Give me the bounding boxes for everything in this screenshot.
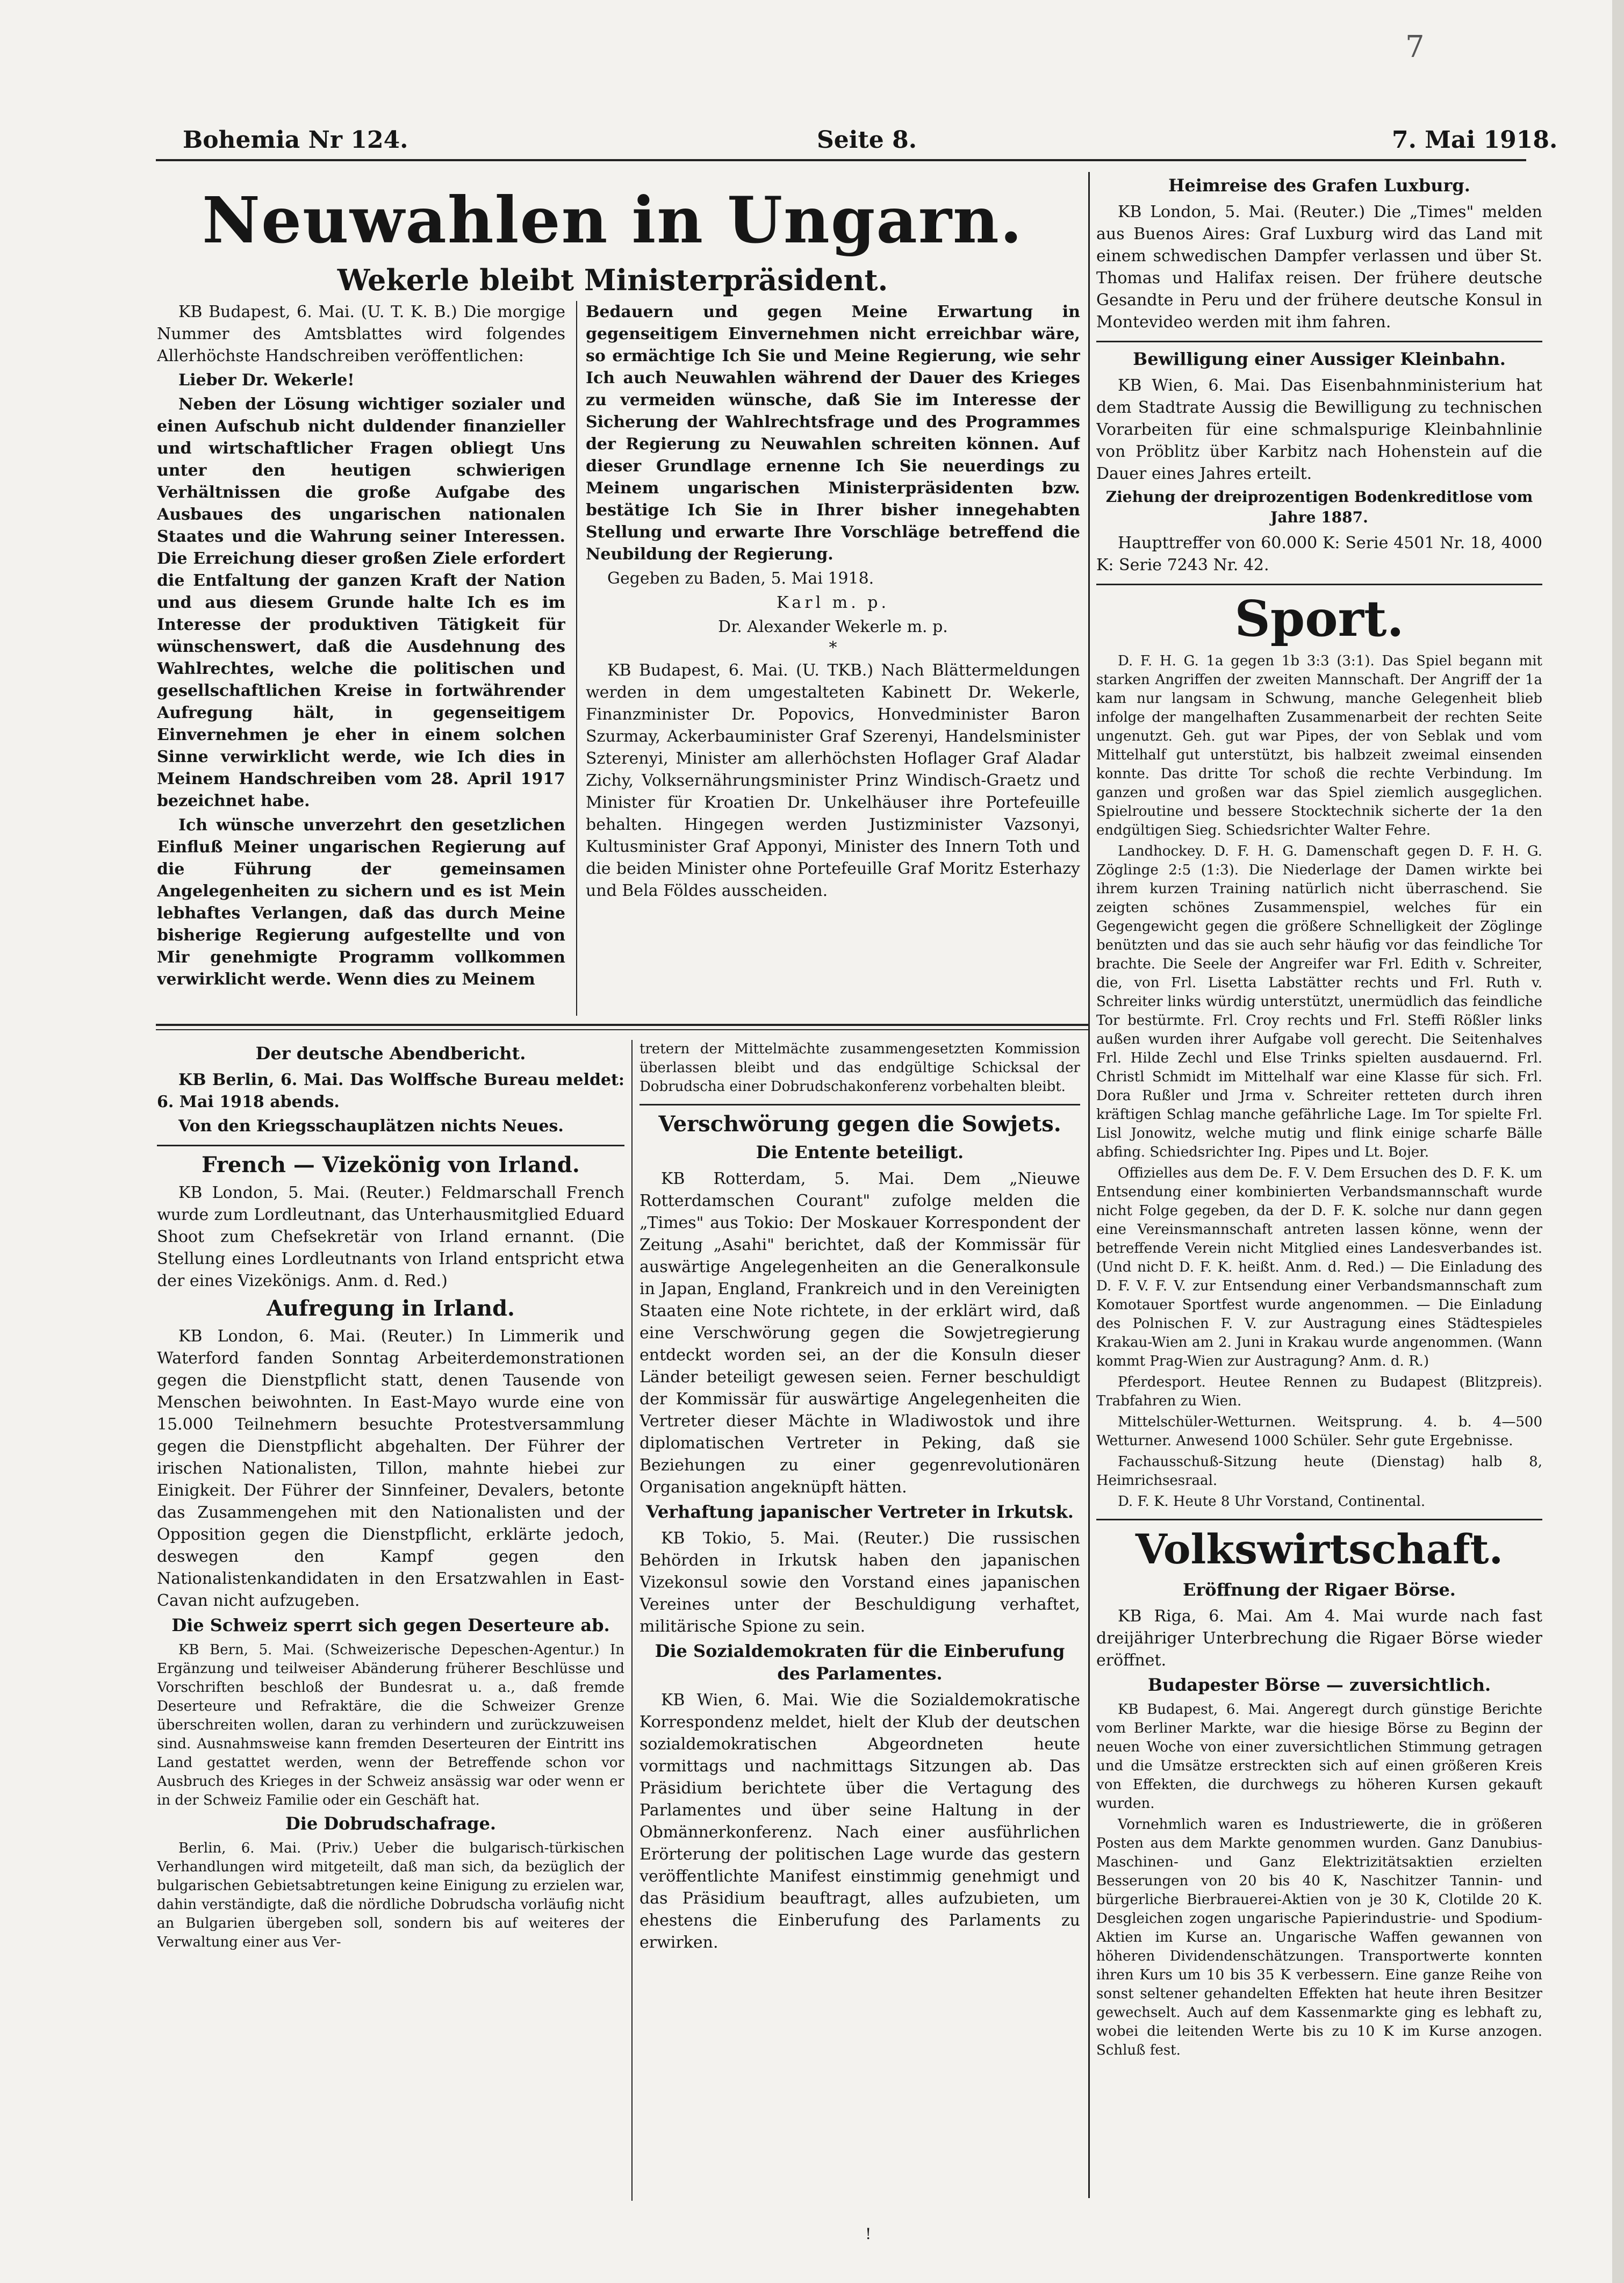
budapest-heading: Budapester Börse — zuversichtlich. bbox=[1147, 1675, 1491, 1695]
lead-column-2 bbox=[586, 301, 1080, 1016]
page-edge bbox=[1612, 0, 1624, 2283]
lead-bottom-rule-2 bbox=[156, 1029, 1088, 1030]
lower-column-divider bbox=[631, 1040, 633, 2201]
lead-column-1 bbox=[157, 301, 565, 1016]
dobrudja-continued: tretern der Mittelmächte zusammengesetzten Kommission überlassen bleibt und das endgültige Schicksal der Dobrudscha einer Dobrudschakonferenz vorbehalten bleibt. bbox=[639, 1041, 1080, 1095]
sport-horse: Pferdesport. Heutee Rennen zu Budapest (Blitzpreis). Trabfahren zu Wien. bbox=[1096, 1374, 1542, 1409]
french-text: KB London, 5. Mai. (Reuter.) Feldmarschall French wurde zum Lordleutnant, das Unterhausmitglied Eduard Shoot zum Chefsekretär von Irland ernannt. (Die Stellung eines Lordleutnants von Irland entspricht etwa der eines Vizekönigs. Anm. d. Red.) bbox=[157, 1183, 624, 1290]
right-column-divider bbox=[1088, 172, 1090, 2198]
luxburg-text: KB London, 5. Mai. (Reuter.) Die „Times" melden aus Buenos Aires: Graf Luxburg wird das Land mit einem schwedischen Dampfer verlassen und über St. Thomas und Halifax reisen. Der frühere deutsche Gesandte in Peru und der frühere deutsche Konsul in Montevideo werden mit ihm fahren. bbox=[1096, 203, 1542, 332]
aussig-heading: Bewilligung einer Aussiger Kleinbahn. bbox=[1133, 349, 1506, 369]
socialdemocrats-heading: Die Sozialdemokraten für die Einberufung des Parlamentes. bbox=[655, 1641, 1065, 1684]
right-column bbox=[1096, 172, 1542, 2203]
lead-subtitle: Wekerle bleibt Ministerpräsident. bbox=[337, 263, 888, 297]
irkutsk-text: KB Tokio, 5. Mai. (Reuter.) Die russischen Behörden in Irkutsk haben den japanischen Vizekonsul sowie den Vorstand eines japanischen Vereines unter der Beschuldigung verhaftet, militärische Spione zu sein. bbox=[639, 1529, 1080, 1636]
riga-text: KB Riga, 6. Mai. Am 4. Mai wurde nach fast dreijähriger Unterbrechung die Rigaer Börse wieder eröffnet. bbox=[1096, 1607, 1542, 1670]
sport-committee: Fachausschuß-Sitzung heute (Dienstag) halb 8, Heimrichsesraal. bbox=[1096, 1454, 1542, 1489]
socialdemocrats-text: KB Wien, 6. Mai. Wie die Sozialdemokratische Korrespondenz meldet, hielt der Klub der deutschen sozialdemokratischen Abgeordneten heute vormittags und nachmittags Sitzungen ab. Das Präsidium berichtete über die Vertagung des Parlamentes und über seine Haltung in der Obmännerkonferenz. Nach einer ausführlichen Erörterung der politischen Lage wurde das gestern veröffentlichte Manifest einstimmig genehmigt und das Präsidium beauftragt, alles aufzubieten, um ehestens die Einberufung des Parlaments zu erwirken. bbox=[639, 1691, 1080, 1952]
footer-mark: ! bbox=[865, 2225, 872, 2243]
sowjet-heading: Verschwörung gegen die Sowjets. bbox=[658, 1111, 1061, 1137]
irkutsk-heading: Verhaftung japanischer Vertreter in Irkutsk. bbox=[646, 1502, 1074, 1522]
lottery-heading: Ziehung der dreiprozentigen Bodenkreditlose vom Jahre 1887. bbox=[1105, 488, 1533, 526]
lead-dated: Gegeben zu Baden, 5. Mai 1918. bbox=[607, 569, 874, 588]
switzerland-heading: Die Schweiz sperrt sich gegen Deserteure ab. bbox=[171, 1615, 610, 1635]
lead-column-divider bbox=[576, 301, 577, 1016]
lead-title: Neuwahlen in Ungarn. bbox=[202, 183, 1023, 257]
corner-page-number: 7 bbox=[1405, 30, 1425, 64]
lead-separator-star: * bbox=[829, 638, 837, 657]
evening-report-heading: Der deutsche Abendbericht. bbox=[255, 1043, 526, 1064]
sport-hockey-2: Landhockey. D. F. H. G. Damenschaft gegen D. F. H. G. Zöglinge 2:5 (1:3). Die Niederlage der Damen wirkte bei ihrem kurzen Training natürlich nicht überraschend. Sie zeigten schönes Zusammenspiel, welches für ein Gegengewicht gegen die größere Schnelligkeit der Zöglinge benützten und das sie auch sehr häufig vor das feindliche Tor brachte. Die Seele der Angreifer war Frl. Edith v. Schreiter, die, von Frl. Lisetta Labstätter rechts und Frl. Ruth v. Schreiter links würdig unterstützt, unermüdlich das feindliche Tor bestürmte. Frl. Croy rechts und Frl. Steffi Rößler links außen wurden ihrer Aufgabe voll gerecht. Die Seitenhalves Frl. Hilde Zechl und Else Trinks spielten ausdauernd. Frl. Christl Schmidt im Mittelhalf war eine Klasse für sich. Frl. Dora Rußler und Jrma v. Schreiter retteten durch ihren kräftigen Schlag manche gefährliche Lage. Im Tor spielte Frl. Lisl Jonowitz, welche mutig und flink einige scharfe Bälle abfing. Schiedsrichter Ing. Pipes und Lt. Bojer. bbox=[1096, 843, 1542, 1160]
economy-title: Volkswirtschaft. bbox=[1135, 1525, 1504, 1573]
aussig-text: KB Wien, 6. Mai. Das Eisenbahnministerium hat dem Stadtrate Aussig die Bewilligung zu technischen Vorarbeiten für eine schmalspurige Kleinbahnlinie von Pröblitz über Karbitz nach Hohenstein auf die Dauer eines Jahres erteilt. bbox=[1096, 376, 1542, 483]
lead-paragraph-2: Ich wünsche unverzehrt den gesetzlichen Einfluß Meiner ungarischen Regierung auf die Führung der gemeinsamen Angelegenheiten zu sichern und es ist Mein lebhaftes Verlangen, daß das durch Meine bisherige Regierung aufgestellte und von Mir genehmigte Programm vollkommen verwirklicht werde. Wenn dies zu Meinem bbox=[157, 816, 565, 989]
rule bbox=[157, 1145, 624, 1146]
sport-school: Mittelschüler-Wetturnen. Weitsprung. 4. b. 4—500 Wetturner. Anwesend 1000 Schüler. Sehr gute Ergebnisse. bbox=[1096, 1414, 1542, 1449]
sport-dfk: D. F. K. Heute 8 Uhr Vorstand, Continental. bbox=[1118, 1494, 1426, 1510]
lead-intro: KB Budapest, 6. Mai. (U. T. K. B.) Die morgige Nummer des Amtsblattes wird folgendes Allerhöchste Handschreiben veröffentlichen: bbox=[157, 303, 565, 365]
sowjet-subheading: Die Entente beteiligt. bbox=[756, 1142, 964, 1162]
ireland-text: KB London, 6. Mai. (Reuter.) In Limmerik und Waterford fanden Sonntag Arbeiterdemonstrationen gegen die Dienstpflicht statt, denen Tausende von Menschen beiwohnten. In East-Mayo wurde eine von 15.000 Teilnehmern besuchte Protestversammlung gegen die Dienstpflicht abgehalten. Der Führer der irischen Nationalisten, Tillon, mahnte hiebei zur Einigkeit. Der Führer der Sinnfeiner, Devalers, betonte das Zusammengehen mit den Nationalisten und der Opposition gegen die Dienstpflicht, erklärte jedoch, deswegen den Kampf gegen den Nationalistenkandidaten in den Ersatzwahlen in East-Cavan nicht aufzugeben. bbox=[157, 1327, 624, 1610]
page-header bbox=[183, 126, 1558, 159]
sport-title: Sport. bbox=[1234, 590, 1404, 648]
budapest-text-2: Vornehmlich waren es Industriewerte, die in größeren Posten aus dem Markte genommen wurden. Ganz Danubius-Maschinen- und Ganz Elektrizitätsaktien erzielten Besserungen von 20 bis 40 K, Naschitzer Tannin- und bürgerliche Bierbrauerei-Aktien von je 30 K, Clotilde 20 K. Desgleichen zogen ungarische Papierindustrie- und Spodium-Aktien im Kurse an. Ungarische Waffen gewannen von höheren Dividendenschätzungen. Transportwerte konnten ihren Kurs um 10 bis 35 K verbessern. Eine ganze Reihe von sonst seltener gehandelten Effekten hat heute ihren Besitzer gewechselt. Auch auf dem Kassenmarkte ging es lebhaft zu, wobei die leitenden Werte bis zu 10 K im Kurse anzogen. Schluß fest. bbox=[1096, 1817, 1542, 2058]
dobrudja-text: Berlin, 6. Mai. (Priv.) Ueber die bulgarisch-türkischen Verhandlungen wird mitgeteilt, daß man sich, da bezüglich der bulgarischen Gebietsabtretungen keine Einigung zu erzielen war, dahin verständigte, daß die nördliche Dobrudscha vorläufig nicht an Bulgarien übergeben soll, sondern bis auf weiteres der Verwaltung einer aus Ver- bbox=[157, 1840, 624, 1950]
rule bbox=[1096, 341, 1542, 342]
switzerland-text: KB Bern, 5. Mai. (Schweizerische Depeschen-Agentur.) In Ergänzung und teilweiser Abänderung früherer Beschlüsse und Vorschriften beschloß der Bundesrat u. a., daß fremde Deserteure und Refraktäre, die die Schweizer Grenze überschreiten wollen, daran zu verhindern und zurückzuweisen sind. Ausnahmsweise kann fremden Deserteuren der Eintritt ins Land gestattet werden, wenn der Betreffende schon vor Ausbruch des Krieges in der Schweiz ansässig war oder wenn er in der Schweiz Familie oder ein Geschäft hat. bbox=[157, 1642, 624, 1808]
header-issue: Bohemia Nr 124. bbox=[183, 126, 408, 154]
header-date: 7. Mai 1918. bbox=[1392, 126, 1558, 154]
dobrudja-heading: Die Dobrudschafrage. bbox=[285, 1813, 497, 1834]
header-page: Seite 8. bbox=[817, 126, 917, 154]
evening-report-text: KB Berlin, 6. Mai. Das Wolffsche Bureau meldet: 6. Mai 1918 abends. bbox=[157, 1071, 624, 1111]
rule bbox=[1096, 1519, 1542, 1520]
sowjet-text: KB Rotterdam, 5. Mai. Dem „Nieuwe Rotterdamschen Courant" zufolge melden die „Times" aus Tokio: Der Moskauer Korrespondent der Zeitung „Asahi" berichtet, daß der Kommissär für auswärtige Angelegenheiten an die Generalkonsule in Japan, England, Frankreich und in den Vereinigten Staaten eine Note richtete, in der erklärt wird, daß eine Verschwörung gegen die Sowjetregierung entdeckt worden sei, an der die Konsuln dieser Länder beteiligt gewesen seien. Ferner beschuldigt der Kommissär für auswärtige Angelegenheiten die Vertreter dieser Mächte in Wladiwostok und ihre diplomatischen Vertreter in Peking, daß sie Beziehungen zu einer gegenrevolutionären Organisation angeknüpft hätten. bbox=[639, 1169, 1080, 1497]
header-rule bbox=[156, 159, 1526, 161]
lead-paragraph-1: Neben der Lösung wichtiger sozialer und einen Aufschub nicht duldender finanzieller und wirtschaftlicher Fragen obliegt Uns unter den heutigen schwierigen Verhältnissen die große Aufgabe des Ausbaues des ungarischen nationalen Staates und die Wahrung seiner Interessen. Die Erreichung dieser großen Ziele erfordert die Entfaltung der ganzen Kraft der Nation und aus diesem Grunde halte Ich es im Interesse der produktiven Tätigkeit für wünschenswert, daß die Ausdehnung des Wahlrechtes, welche die politischen und gesellschaftlichen Kreise in fortwährender Aufregung hält, in gegenseitigem Einvernehmen je eher in einem solchen Sinne verwirklicht werde, wie Ich dies in Meinem Handschreiben vom 28. April 1917 bezeichnet habe. bbox=[157, 395, 565, 810]
lottery-text: Haupttreffer von 60.000 K: Serie 4501 Nr. 18, 4000 K: Serie 7243 Nr. 42. bbox=[1096, 534, 1542, 575]
luxburg-heading: Heimreise des Grafen Luxburg. bbox=[1168, 175, 1470, 196]
french-heading: French — Vizekönig von Irland. bbox=[202, 1152, 580, 1178]
lead-signature-karl: Karl m. p. bbox=[776, 593, 890, 612]
rule bbox=[1096, 584, 1542, 585]
lead-paragraph-4: KB Budapest, 6. Mai. (U. TKB.) Nach Blättermeldungen werden in dem umgestalteten Kabinett Dr. Wekerle, Finanzminister Dr. Popovics, Honvedminister Baron Szurmay, Ackerbauminister Graf Szerenyi, Handelsminister Szterenyi, Minister am allerhöchsten Hoflager Graf Aladar Zichy, Volksernährungsminister Prinz Windisch-Graetz und Minister für Kroatien Dr. Unkelhäuser ihre Portefeuille behalten. Hingegen werden Justizminister Vazsonyi, Kultusminister Graf Apponyi, Minister des Innern Toth und die beiden Minister ohne Portefeuille Graf Moritz Esterhazy und Bela Földes ausscheiden. bbox=[586, 661, 1080, 900]
ireland-heading: Aufregung in Irland. bbox=[267, 1296, 515, 1321]
lead-bottom-rule-1 bbox=[156, 1024, 1088, 1026]
budapest-text-1: KB Budapest, 6. Mai. Angeregt durch günstige Berichte vom Berliner Markte, war die hiesige Börse zu Beginn der neuen Woche von einer zuversichtlichen Stimmung getragen und die Umsätze erstreckten sich auf einen größeren Kreis von Effekten, die durchwegs zu höheren Kursen gekauft wurden. bbox=[1096, 1702, 1542, 1812]
lead-salutation: Lieber Dr. Wekerle! bbox=[178, 371, 355, 390]
sport-hockey-1: D. F. H. G. 1a gegen 1b 3:3 (3:1). Das Spiel begann mit starken Angriffen der zweiten Mannschaft. Der Angriff der 1a kam nur langsam in Schwung, manche Gelegenheit blieb infolge der mangelhaften Zusammenarbeit der rechten Seite ungenutzt. Geh. gut war Pipes, der von Seblak und vom Mittelhalf gut unterstützt, bis halbzeit zweimal einsenden konnte. Das dritte Tor schoß die rechte Verbindung. Im ganzen und großen war das Spiel ziemlich ausgeglichen. Spielroutine und bessere Stocktechnik sicherte der 1a den endgültigen Sieg. Schiedsrichter Walter Fehre. bbox=[1096, 653, 1542, 838]
lower-left-column bbox=[157, 1040, 624, 2203]
lower-middle-column bbox=[639, 1040, 1080, 2203]
rule bbox=[639, 1104, 1080, 1105]
evening-report-news: Von den Kriegsschauplätzen nichts Neues. bbox=[178, 1117, 564, 1136]
riga-heading: Eröffnung der Rigaer Börse. bbox=[1183, 1580, 1456, 1600]
sport-official: Offizielles aus dem De. F. V. Dem Ersuchen des D. F. K. um Entsendung einer kombinierten Verbandsmannschaft wurde nicht Folge gegeben, da der D. F. K. solche nur dann gegen eine Vereinsmannschaft antreten lassen könne, wenn der betreffende Verein nicht Mitglied eines Landesverbandes ist. (Und nicht D. F. K. heißt. Anm. d. Red.) — Die Einladung des D. F. V. F. V. zur Entsendung einer Verbandsmannschaft zum Komotauer Sportfest wurde angenommen. — Die Einladung des Polnischen F. V. zur Austragung eines Städtespieles Krakau-Wien am 2. Juni in Krakau wurde angenommen. (Wann kommt Prag-Wien zur Austragung? Anm. d. R.) bbox=[1096, 1165, 1542, 1369]
lead-signature-wekerle: Dr. Alexander Wekerle m. p. bbox=[718, 618, 948, 636]
lead-paragraph-3: Bedauern und gegen Meine Erwartung in gegenseitigem Einvernehmen nicht erreichbar wäre, so ermächtige Ich Sie und Meine Regierung, wie sehr Ich auch Neuwahlen während der Dauer des Krieges zu vermeiden wünsche, daß Sie im Interesse der Sicherung der Wahlrechtsfrage und des Programmes der Regierung zu Neuwahlen schreiten können. Auf dieser Grundlage ernenne Ich Sie neuerdings zu Meinem ungarischen Ministerpräsidenten bzw. bestätige Ich Sie in Ihrer bisher innegehabten Stellung und erwarte Ihre Vorschläge betreffend die Neubildung der Regierung. bbox=[586, 303, 1080, 564]
